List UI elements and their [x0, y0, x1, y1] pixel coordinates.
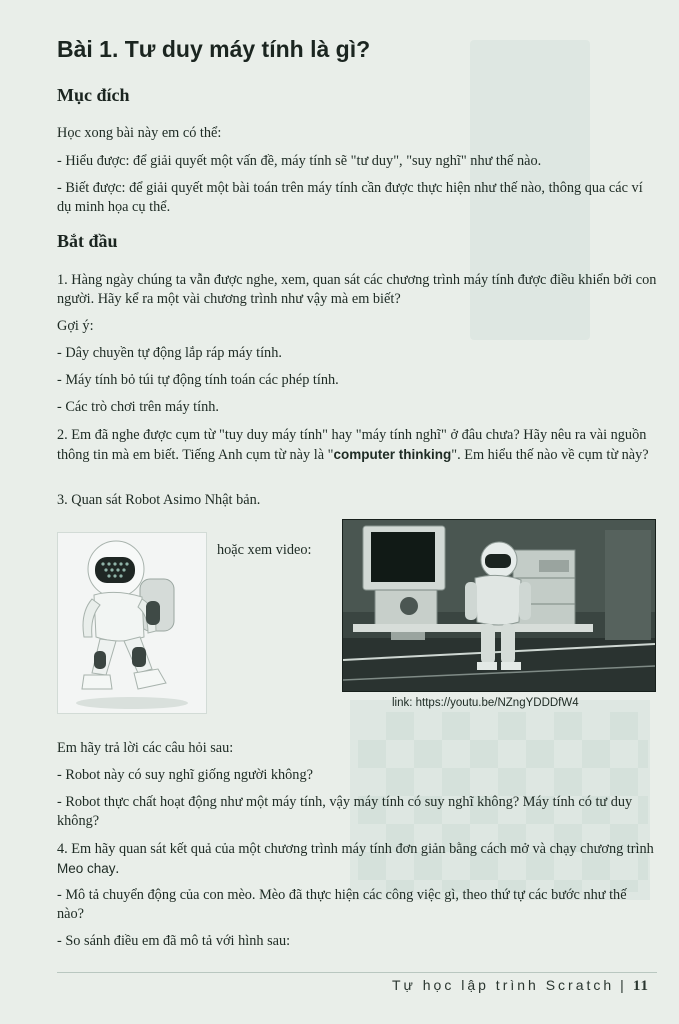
- book-title: Tự học lập trình Scratch: [391, 977, 615, 993]
- robot-question-1: - Robot này có suy nghĩ giống người không?: [57, 767, 313, 783]
- purpose-intro: Học xong bài này em có thể:: [57, 125, 222, 141]
- hint-item-1: - Dây chuyền tự động lắp ráp máy tính.: [57, 345, 282, 361]
- purpose-heading: Mục đích: [57, 85, 130, 105]
- lesson-title: Bài 1. Tư duy máy tính là gì?: [57, 36, 371, 62]
- robot-question-2: - Robot thực chất hoạt động như một máy tính, vậy máy tính có suy nghĩ không? Máy tính có tư duy không?: [57, 794, 633, 829]
- task-1: - Mô tả chuyển động của con mèo. Mèo đã thực hiện các công việc gì, theo thứ tự các bước như thế nào?: [57, 887, 627, 922]
- question-4: [57, 840, 657, 879]
- question-4-text: 4. Em hãy quan sát kết quả của một chương trình máy tính đơn giản bằng cách mở và chạy chương trình: [57, 841, 654, 857]
- question-2-text-end: ". Em hiểu thế nào về cụm từ này?: [451, 447, 649, 463]
- robot-asimo-photo: [57, 532, 207, 714]
- question-1: 1. Hàng ngày chúng ta vẫn được nghe, xem, quan sát các chương trình máy tính được điều khiển bởi con người. Hãy kể ra một vài chương trình như vậy mà em biết?: [57, 272, 657, 307]
- question-4-text-end: .: [115, 861, 120, 877]
- purpose-item-2: - Biết được: để giải quyết một bài toán trên máy tính cần được thực hiện như thế nào, thông qua các ví dụ minh họa cụ thể.: [57, 180, 643, 215]
- question-2: [57, 426, 657, 465]
- or-watch-video-label: hoặc xem video:: [217, 542, 312, 558]
- question-2-text: 2. Em đã nghe được cụm từ "tuy duy máy tính" hay "máy tính nghĩ" ở đâu chưa? Hãy nêu ra vài nguồn thông tin mà em biết. Tiếng Anh cụm từ này là ": [57, 427, 647, 463]
- hint-item-2: - Máy tính bỏ túi tự động tính toán các phép tính.: [57, 372, 339, 388]
- footer-separator: |: [620, 977, 627, 993]
- hint-label: Gợi ý:: [57, 318, 94, 334]
- program-name: Meo chay: [57, 861, 116, 876]
- question-3: 3. Quan sát Robot Asimo Nhật bản.: [57, 492, 261, 508]
- purpose-item-1: - Hiểu được: để giải quyết một vấn đề, máy tính sẽ "tư duy", "suy nghĩ" như thế nào.: [57, 153, 542, 169]
- asimo-video-frame: [342, 519, 656, 692]
- hint-item-3: - Các trò chơi trên máy tính.: [57, 399, 219, 415]
- footer-divider: [57, 972, 657, 973]
- task-2: - So sánh điều em đã mô tả với hình sau:: [57, 933, 291, 949]
- page-footer: [392, 977, 649, 995]
- video-link[interactable]: link: https://youtu.be/NZngYDDDfW4: [392, 697, 579, 709]
- answer-intro: Em hãy trả lời các câu hỏi sau:: [57, 740, 234, 756]
- start-heading: Bắt đầu: [57, 231, 118, 251]
- page-number: 11: [632, 978, 649, 994]
- question-2-keyword: computer thinking: [333, 447, 452, 462]
